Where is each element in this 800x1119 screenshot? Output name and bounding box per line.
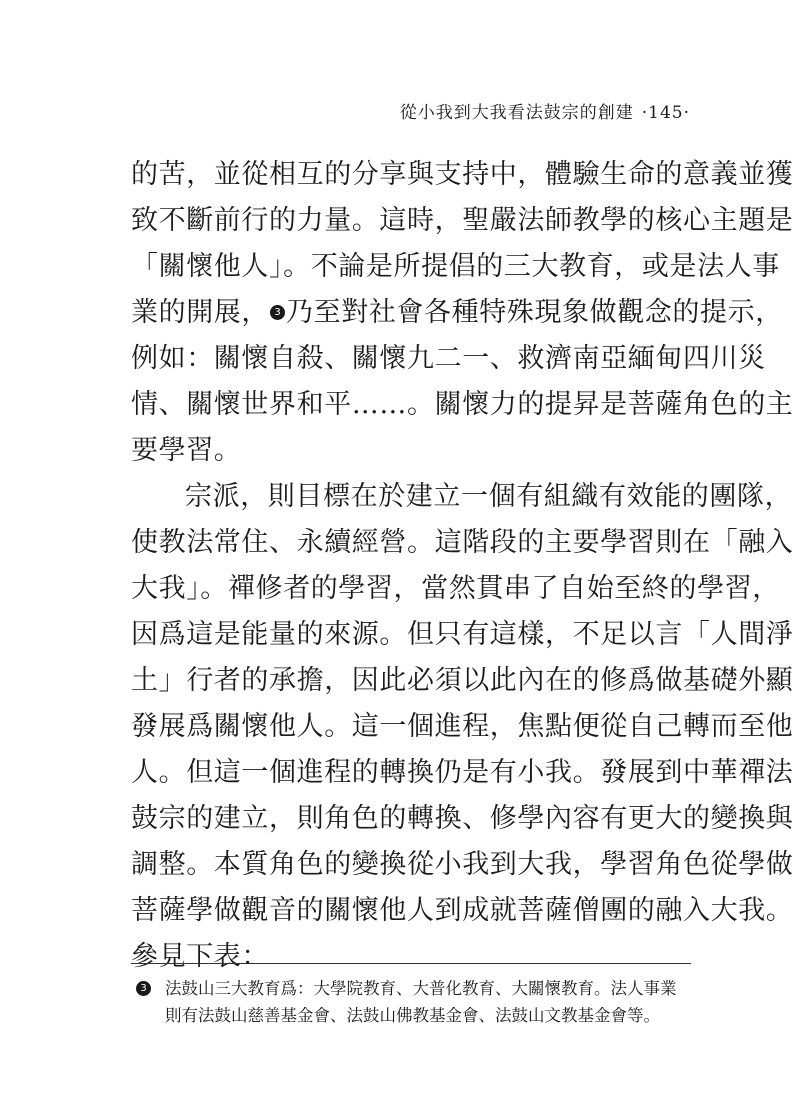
text-line-18: 參見下表： bbox=[131, 941, 269, 972]
footnote bbox=[131, 975, 696, 1029]
text-line-4-rest: 乃至對社會各種特殊現象做觀念的提示， bbox=[286, 297, 783, 328]
footnote-marker: 3 bbox=[136, 981, 151, 996]
text-line-16: 調整。本質角色的變換從小我到大我，學習角色從學做 bbox=[131, 849, 794, 880]
footnote-line-2: 則有法鼓山慈善基金會、法鼓山佛教基金會、法鼓山文教基金會等。 bbox=[165, 1006, 660, 1025]
running-header bbox=[400, 98, 690, 123]
running-title: 從小我到大我看法鼓宗的創建 bbox=[399, 103, 634, 123]
text-line-14: 人。但這一個進程的轉換仍是有小我。發展到中華禪法 bbox=[131, 757, 794, 788]
text-line-13: 發展爲關懷他人。這一個進程，焦點便從自己轉而至他 bbox=[131, 711, 794, 742]
text-line-15: 鼓宗的建立，則角色的轉換、修學內容有更大的變換與 bbox=[131, 803, 794, 834]
text-line-8: 宗派，則目標在於建立一個有組織有效能的團隊， bbox=[185, 481, 793, 512]
text-line-17: 菩薩學做觀音的關懷他人到成就菩薩僧團的融入大我。 bbox=[131, 895, 794, 926]
text-line-10: 大我」。禪修者的學習，當然貫串了自始至終的學習， bbox=[131, 573, 780, 604]
text-line-4 bbox=[131, 290, 783, 336]
main-text bbox=[131, 152, 794, 980]
page-number: ·145· bbox=[641, 103, 690, 123]
text-line-1: 的苦，並從相互的分享與支持中，體驗生命的意義並獲 bbox=[131, 159, 794, 190]
text-line-2: 致不斷前行的力量。這時，聖嚴法師教學的核心主題是 bbox=[131, 205, 794, 236]
text-line-3: 「關懷他人」。不論是所提倡的三大教育，或是法人事 bbox=[131, 251, 780, 282]
text-line-9: 使教法常住、永續經營。這階段的主要學習則在「融入 bbox=[131, 527, 794, 558]
footnote-line-1 bbox=[131, 975, 696, 1002]
text-line-4-prefix: 業的開展， bbox=[131, 297, 269, 328]
text-line-12: 土」行者的承擔，因此必須以此內在的修爲做基礎外顯 bbox=[131, 665, 794, 696]
text-line-5: 例如：關懷自殺、關懷九二一、救濟南亞緬甸四川災 bbox=[131, 343, 766, 374]
text-line-6: 情、關懷世界和平……。關懷力的提昇是菩薩角色的主 bbox=[131, 389, 794, 420]
footnote-divider bbox=[131, 963, 691, 964]
footnote-reference[interactable]: 3 bbox=[270, 305, 285, 320]
text-line-7: 要學習。 bbox=[131, 435, 242, 466]
text-line-11: 因爲這是能量的來源。但只有這樣，不足以言「人間淨 bbox=[131, 619, 794, 650]
footnote-text-1: 法鼓山三大教育爲：大學院教育、大普化教育、大關懷教育。法人事業 bbox=[165, 979, 677, 998]
